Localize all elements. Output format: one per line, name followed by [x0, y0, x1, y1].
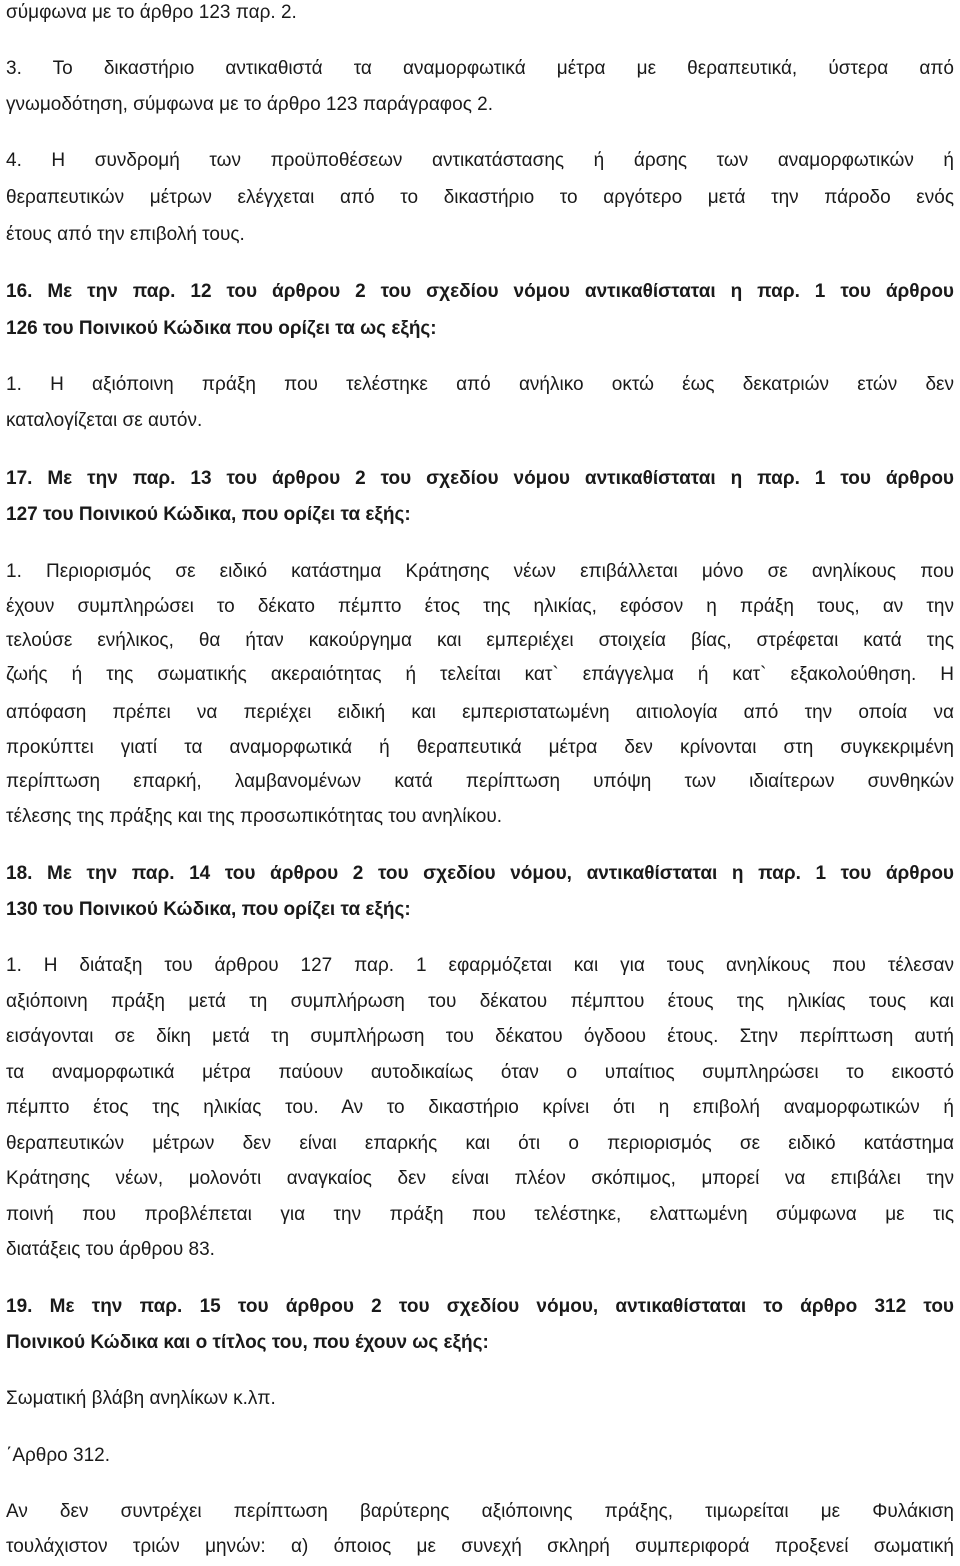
paragraph-line: γνωμοδότηση, σύμφωνα με το άρθρο 123 παράγραφος 2. [6, 94, 493, 115]
paragraph-line: σύμφωνα με το άρθρο 123 παρ. 2. [6, 2, 297, 23]
paragraph-line: Αν δεν συντρέχει περίπτωση βαρύτερης αξιόποινης πράξης, τιμωρείται με Φυλάκιση [6, 1501, 954, 1522]
paragraph-line: θεραπευτικών μέτρων δεν είναι επαρκής και ότι ο περιορισμός σε ειδικό κατάστημα [6, 1133, 954, 1154]
section-heading-line: 130 του Ποινικού Κώδικα, που ορίζει τα εξής: [6, 899, 411, 920]
paragraph-line: τουλάχιστον τριών μηνών: α) όποιος με συνεχή σκληρή συμπεριφορά προξενεί σωματική [6, 1536, 954, 1557]
paragraph-line: Σωματική βλάβη ανηλίκων κ.λπ. [6, 1388, 276, 1409]
paragraph-line: ποινή που προβλέπεται για την πράξη που τελέστηκε, ελαττωμένη σύμφωνα με τις [6, 1204, 954, 1225]
paragraph-line: ζωής ή της σωματικής ακεραιότητας ή τελείται κατ` επάγγελμα ή κατ` εξακολούθηση. Η [6, 664, 954, 685]
paragraph-line: 3. Το δικαστήριο αντικαθιστά τα αναμορφωτικά μέτρα με θεραπευτικά, ύστερα από [6, 58, 954, 79]
section-heading-line: 18. Με την παρ. 14 του άρθρου 2 του σχεδίου νόμου, αντικαθίσταται η παρ. 1 του άρθρου [6, 863, 954, 884]
paragraph-line: αξιόποινη πράξη μετά τη συμπλήρωση του δέκατου πέμπτου έτους της ηλικίας τους και [6, 991, 954, 1012]
paragraph-line: τέλεσης της πράξης και της προσωπικότητας του ανηλίκου. [6, 806, 503, 827]
paragraph-line: περίπτωση επαρκή, λαμβανομένων κατά περίπτωση υπόψη των ιδιαίτερων συνθηκών [6, 771, 954, 792]
paragraph-line: εισάγονται σε δίκη μετά τη συμπλήρωση του δέκατου όγδοου έτους. Στην περίπτωση αυτή [6, 1026, 954, 1047]
section-heading-line: 19. Με την παρ. 15 του άρθρου 2 του σχεδίου νόμου, αντικαθίσταται το άρθρο 312 του [6, 1296, 954, 1317]
section-heading-line: 127 του Ποινικού Κώδικα, που ορίζει τα εξής: [6, 504, 411, 525]
paragraph-line: τα αναμορφωτικά μέτρα παύουν αυτοδικαίως όταν ο υπαίτιος συμπληρώσει το εικοστό [6, 1062, 954, 1083]
paragraph-line: έχουν συμπληρώσει το δέκατο πέμπτο έτος της ηλικίας, εφόσον η πράξη τους, αν την [6, 596, 954, 617]
paragraph-line: απόφαση πρέπει να περιέχει ειδική και εμπεριστατωμένη αιτιολογία από την οποία να [6, 702, 954, 723]
paragraph-line: Κράτησης νέων, μολονότι αναγκαίος δεν είναι πλέον σκόπιμος, μπορεί να επιβάλει την [6, 1168, 954, 1189]
paragraph-line: διατάξεις του άρθρου 83. [6, 1239, 215, 1260]
paragraph-line: ΄Αρθρο 312. [6, 1445, 111, 1466]
paragraph-line: τελούσε ενήλικος, θα ήταν κακούργημα και εμπεριέχει στοιχεία βίας, στρέφεται κατά της [6, 630, 954, 651]
section-heading-line: 16. Με την παρ. 12 του άρθρου 2 του σχεδίου νόμου αντικαθίσταται η παρ. 1 του άρθρου [6, 281, 954, 302]
paragraph-line: θεραπευτικών μέτρων ελέγχεται από το δικαστήριο το αργότερο μετά την πάροδο ενός [6, 187, 954, 208]
paragraph-line: καταλογίζεται σε αυτόν. [6, 410, 203, 431]
paragraph-line: έτους από την επιβολή τους. [6, 224, 245, 245]
paragraph-line: προκύπτει γιατί τα αναμορφωτικά ή θεραπευτικά μέτρα δεν κρίνονται στη συγκεκριμένη [6, 737, 954, 758]
section-heading-line: 126 του Ποινικού Κώδικα που ορίζει τα ως εξής: [6, 318, 437, 339]
paragraph-line: 4. Η συνδρομή των προϋποθέσεων αντικατάστασης ή άρσης των αναμορφωτικών ή [6, 150, 954, 171]
paragraph-line: 1. Η αξιόποινη πράξη που τελέστηκε από ανήλικο οκτώ έως δεκατριών ετών δεν [6, 374, 954, 395]
paragraph-line: 1. Η διάταξη του άρθρου 127 παρ. 1 εφαρμόζεται και για τους ανηλίκους που τέλεσαν [6, 955, 954, 976]
section-heading-line: 17. Με την παρ. 13 του άρθρου 2 του σχεδίου νόμου αντικαθίσταται η παρ. 1 του άρθρου [6, 468, 954, 489]
paragraph-line: 1. Περιορισμός σε ειδικό κατάστημα Κράτησης νέων επιβάλλεται μόνο σε ανηλίκους που [6, 561, 954, 582]
section-heading-line: Ποινικού Κώδικα και ο τίτλος του, που έχουν ως εξής: [6, 1332, 489, 1353]
paragraph-line: πέμπτο έτος της ηλικίας του. Αν το δικαστήριο κρίνει ότι η επιβολή αναμορφωτικών ή [6, 1097, 954, 1118]
